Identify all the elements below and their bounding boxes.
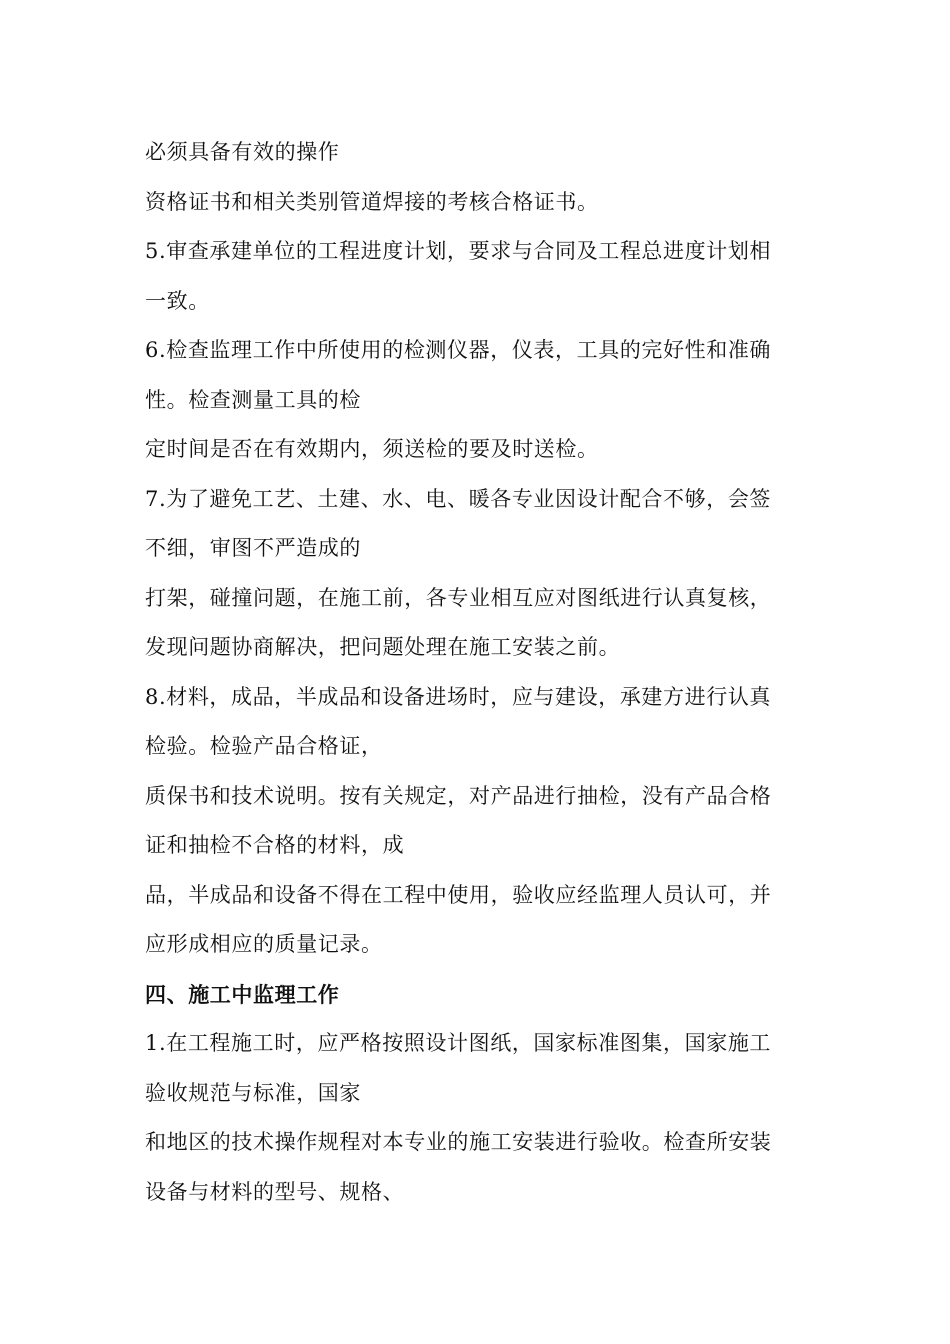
text-line: 7.为了避免工艺、土建、水、电、暖各专业因设计配合不够，会签 xyxy=(145,486,772,511)
text-line: 性。检查测量工具的检 xyxy=(145,387,361,412)
text-line: 检验。检验产品合格证， xyxy=(145,734,383,758)
section-heading: 四、施工中监理工作 xyxy=(145,981,340,1007)
text-line: 和地区的技术操作规程对本专业的施工安装进行验收。检查所安装 xyxy=(145,1130,772,1154)
text-line: 证和抽检不合格的材料，成 xyxy=(145,833,405,857)
document-body xyxy=(145,128,810,1217)
text-line: 一致。 xyxy=(145,288,210,313)
text-line: 品，半成品和设备不得在工程中使用，验收应经监理人员认可，并 xyxy=(145,882,772,907)
text-line: 5.审查承建单位的工程进度计划，要求与合同及工程总进度计划相 xyxy=(145,239,772,263)
text-line: 8.材料，成品，半成品和设备进场时，应与建设，承建方进行认真 xyxy=(145,684,772,709)
text-line: 应形成相应的质量记录。 xyxy=(145,932,383,956)
text-line: 验收规范与标准，国家 xyxy=(145,1080,361,1105)
text-line: 资格证书和相关类别管道焊接的考核合格证书。 xyxy=(145,189,599,214)
text-line: 质保书和技术说明。按有关规定，对产品进行抽检，没有产品合格 xyxy=(145,783,772,808)
text-line: 必须具备有效的操作 xyxy=(145,140,340,164)
text-line: 定时间是否在有效期内，须送检的要及时送检。 xyxy=(145,437,599,461)
text-line: 打架，碰撞问题，在施工前，各专业相互应对图纸进行认真复核， xyxy=(145,585,772,610)
text-line: 6.检查监理工作中所使用的检测仪器，仪表，工具的完好性和准确 xyxy=(145,338,772,362)
text-line: 设备与材料的型号、规格、 xyxy=(145,1179,405,1204)
text-line: 1.在工程施工时，应严格按照设计图纸，国家标准图集，国家施工 xyxy=(145,1031,772,1055)
text-line: 发现问题协商解决，把问题处理在施工安装之前。 xyxy=(145,635,621,659)
text-line: 不细，审图不严造成的 xyxy=(145,536,361,560)
